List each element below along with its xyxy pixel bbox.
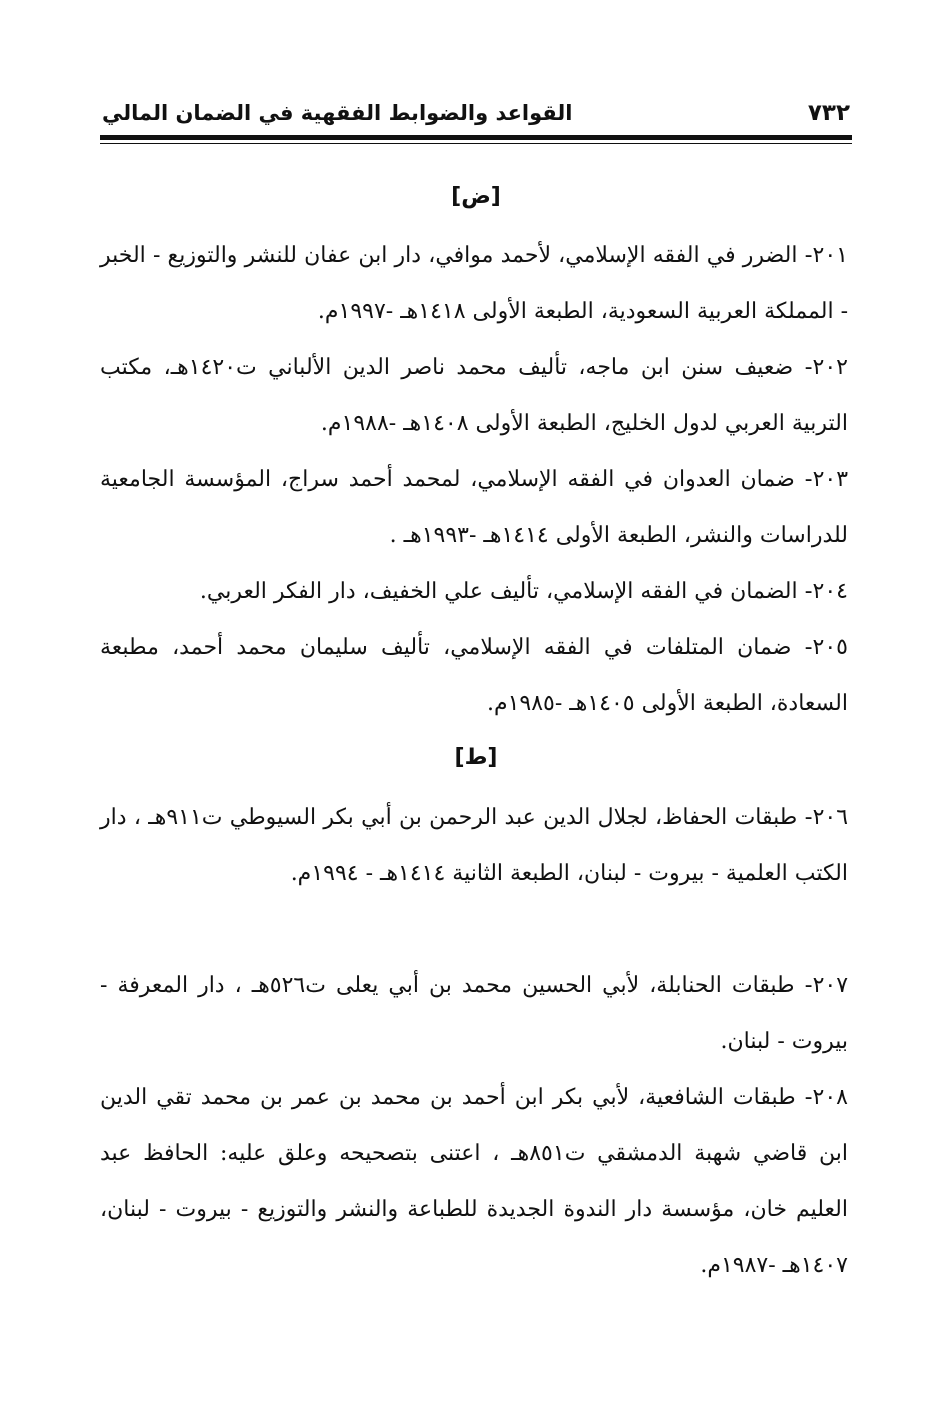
entry-text: طبقات الحفاظ، لجلال الدين عبد الرحمن بن أبي بكر السيوطي ت٩١١هـ ، دار الكتب العلمية - بيروت - لبنان، الطبعة الثانية ١٤١٤هـ - ١٩٩٤م. bbox=[100, 805, 848, 886]
entry-number: ٢٠٣- bbox=[804, 467, 849, 492]
bibliography-entry-207 bbox=[100, 958, 848, 1070]
running-title: القواعد والضوابط الفقهية في الضمان المالي bbox=[102, 101, 573, 125]
bibliography-entry-202 bbox=[100, 340, 848, 452]
header-rule-thin bbox=[100, 143, 852, 144]
entry-number: ٢٠٦- bbox=[804, 805, 849, 830]
page-header bbox=[100, 98, 852, 134]
entry-text: ضمان المتلفات في الفقه الإسلامي، تأليف سليمان محمد أحمد، مطبعة السعادة، الطبعة الأولى ١٤٠٥هـ -١٩٨٥م. bbox=[100, 635, 848, 716]
bibliography-entry-206 bbox=[100, 790, 848, 902]
entry-text: طبقات الحنابلة، لأبي الحسين محمد بن أبي يعلى ت٥٢٦هـ ، دار المعرفة - بيروت - لبنان. bbox=[100, 973, 848, 1054]
entry-text: الضرر في الفقه الإسلامي، لأحمد موافي، دار ابن عفان للنشر والتوزيع - الخبر - المملكة العربية السعودية، الطبعة الأولى ١٤١٨هـ -١٩٩٧م. bbox=[100, 243, 848, 324]
section-heading-dad: [ض] bbox=[451, 184, 501, 209]
entry-text: الضمان في الفقه الإسلامي، تأليف علي الخفيف، دار الفكر العربي. bbox=[199, 579, 798, 604]
bibliography-entry-208 bbox=[100, 1070, 848, 1294]
bibliography-entry-201 bbox=[100, 228, 848, 340]
bibliography-entry-205 bbox=[100, 620, 848, 732]
entry-number: ٢٠٧- bbox=[804, 973, 849, 998]
entry-number: ٢٠٨- bbox=[804, 1085, 848, 1110]
entry-number: ٢٠١- bbox=[804, 243, 848, 268]
entry-number: ٢٠٤- bbox=[804, 579, 848, 604]
entry-text: طبقات الشافعية، لأبي بكر ابن أحمد بن محمد بن عمر بن محمد تقي الدين ابن قاضي شهبة الدمشقي ت٨٥١هـ ، اعتنى بتصحيحه وعلق عليه: الحافظ عبد العليم خان، مؤسسة دار الندوة الجديدة للطباعة والنشر والتوزيع - بيروت - لبنان، ١٤٠٧هـ -١٩٨٧م. bbox=[100, 1085, 848, 1278]
entry-text: ضمان العدوان في الفقه الإسلامي، لمحمد أحمد سراج، المؤسسة الجامعية للدراسات والنشر، الطبعة الأولى ١٤١٤هـ -١٩٩٣هـ . bbox=[100, 467, 848, 548]
entry-text: ضعيف سنن ابن ماجه، تأليف محمد ناصر الدين الألباني ت١٤٢٠هـ، مكتب التربية العربي لدول الخليج، الطبعة الأولى ١٤٠٨هـ -١٩٨٨م. bbox=[100, 355, 848, 436]
bibliography-entry-204 bbox=[100, 564, 848, 620]
entry-number: ٢٠٥- bbox=[804, 635, 848, 660]
bibliography-entry-203 bbox=[100, 452, 848, 564]
header-rule-thick bbox=[100, 135, 852, 140]
entry-number: ٢٠٢- bbox=[804, 355, 848, 380]
section-heading-ta: [ط] bbox=[454, 745, 498, 770]
page-number: ٧٣٢ bbox=[807, 100, 850, 126]
